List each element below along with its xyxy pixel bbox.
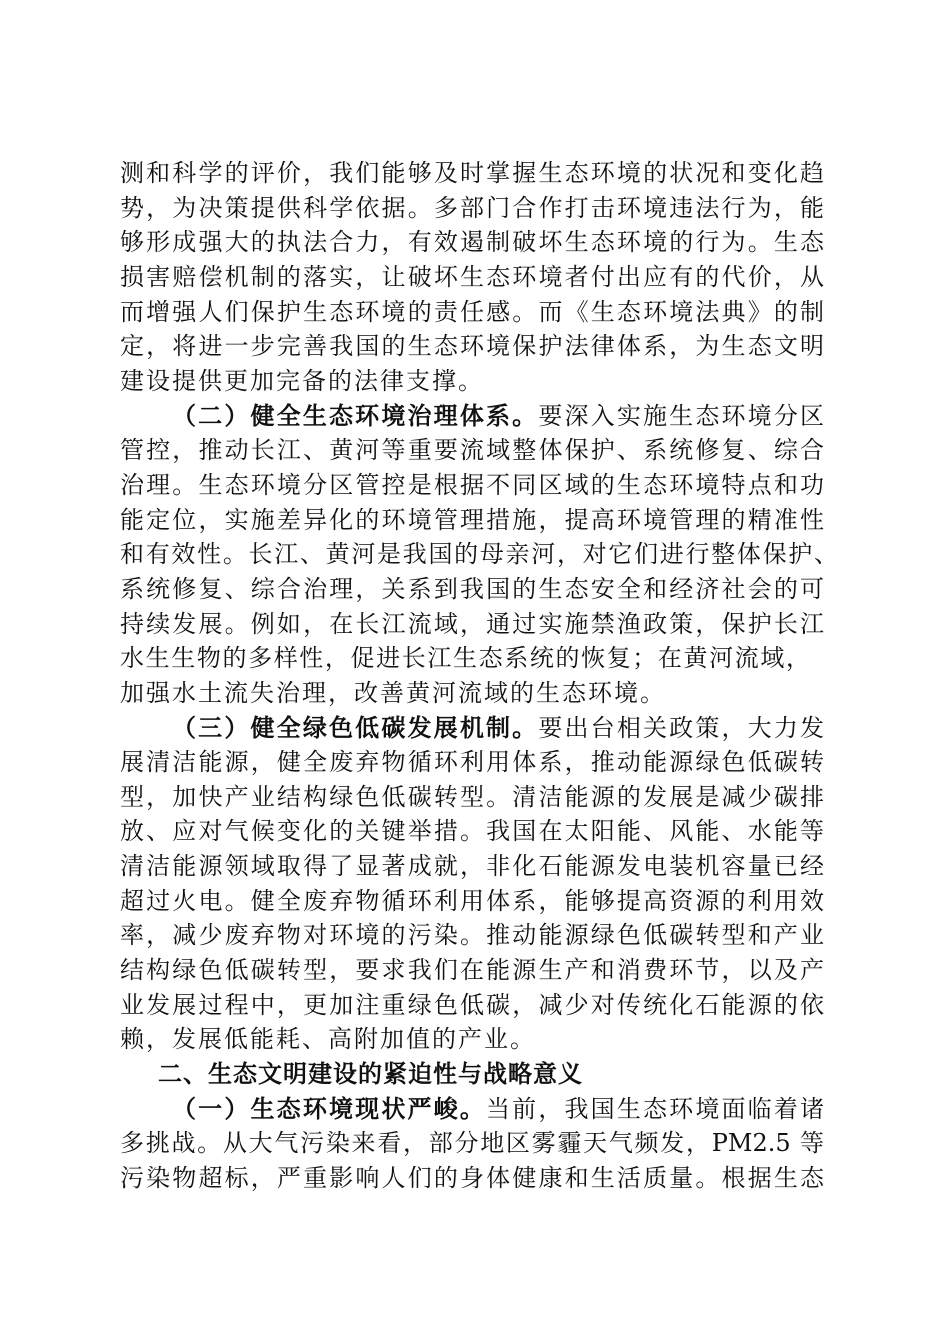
document-page bbox=[120, 156, 838, 1196]
text-line: 率，减少废弃物对环境的污染。推动能源绿色低碳转型和产业 bbox=[120, 921, 824, 950]
text-line: 定，将进一步完善我国的生态环境保护法律体系，为生态文明 bbox=[120, 332, 824, 361]
paragraph bbox=[120, 1092, 824, 1196]
text-line bbox=[120, 711, 824, 746]
text-line: 管控，推动长江、黄河等重要流域整体保护、系统修复、综合 bbox=[120, 436, 824, 465]
paragraph bbox=[120, 156, 824, 399]
text-line: 多挑战。从大气污染来看，部分地区雾霾天气频发，PM2.5 等 bbox=[120, 1129, 824, 1158]
paragraph bbox=[120, 399, 838, 711]
text-span: 要深入实施生态环境分区 bbox=[538, 401, 825, 430]
text-line: 清洁能源领域取得了显著成就，非化石能源发电装机容量已经 bbox=[120, 852, 824, 881]
text-line: 型，加快产业结构绿色低碳转型。清洁能源的发展是减少碳排 bbox=[120, 782, 824, 811]
text-line: 建设提供更加完备的法律支撑。 bbox=[120, 366, 484, 395]
section-lead: （二）健全生态环境治理体系。 bbox=[172, 400, 539, 430]
text-line: 持续发展。例如，在长江流域，通过实施禁渔政策，保护长江 bbox=[120, 609, 824, 638]
text-line: 超过火电。健全废弃物循环利用体系，能够提高资源的利用效 bbox=[120, 886, 824, 915]
section-lead: （一）生态环境现状严峻。 bbox=[172, 1093, 486, 1123]
text-line: 治理。生态环境分区管控是根据不同区域的生态环境特点和功 bbox=[120, 470, 824, 499]
text-line: 够形成强大的执法合力，有效遏制破坏生态环境的行为。生态 bbox=[120, 228, 824, 257]
section-lead: （三）健全绿色低碳发展机制。 bbox=[172, 712, 539, 742]
text-line: 损害赔偿机制的落实，让破坏生态环境者付出应有的代价，从 bbox=[120, 262, 824, 291]
text-line: 业发展过程中，更加注重绿色低碳，减少对传统化石能源的依 bbox=[120, 990, 824, 1019]
text-line: 结构绿色低碳转型，要求我们在能源生产和消费环节，以及产 bbox=[120, 956, 824, 985]
text-span: 当前，我国生态环境面临着诸 bbox=[486, 1094, 824, 1123]
text-line: 系统修复、综合治理，关系到我国的生态安全和经济社会的可 bbox=[120, 574, 824, 603]
text-line bbox=[120, 399, 824, 434]
text-line: 水生生物的多样性，促进长江生态系统的恢复；在黄河流域， bbox=[120, 644, 810, 673]
text-line: 势，为决策提供科学依据。多部门合作打击环境违法行为，能 bbox=[120, 193, 824, 222]
text-span: 要出台相关政策，大力发 bbox=[538, 713, 825, 742]
text-line: 赖，发展低能耗、高附加值的产业。 bbox=[120, 1025, 536, 1054]
section-heading: 二、生态文明建设的紧迫性与战略意义 bbox=[158, 1060, 583, 1089]
text-line: 测和科学的评价，我们能够及时掌握生态环境的状况和变化趋 bbox=[120, 159, 824, 187]
paragraph bbox=[120, 711, 824, 1058]
text-line: 而增强人们保护生态环境的责任感。而《生态环境法典》的制 bbox=[120, 297, 824, 326]
text-line bbox=[120, 1092, 824, 1127]
text-line: 放、应对气候变化的关键举措。我国在太阳能、风能、水能等 bbox=[120, 817, 824, 846]
text-line: 能定位，实施差异化的环境管理措施，提高环境管理的精准性 bbox=[120, 505, 824, 534]
text-line: 污染物超标，严重影响人们的身体健康和生活质量。根据生态 bbox=[120, 1164, 824, 1193]
text-line: 和有效性。长江、黄河是我国的母亲河，对它们进行整体保护、 bbox=[120, 540, 838, 569]
text-line: 展清洁能源，健全废弃物循环利用体系，推动能源绿色低碳转 bbox=[120, 748, 824, 777]
text-line: 加强水土流失治理，改善黄河流域的生态环境。 bbox=[120, 678, 666, 707]
